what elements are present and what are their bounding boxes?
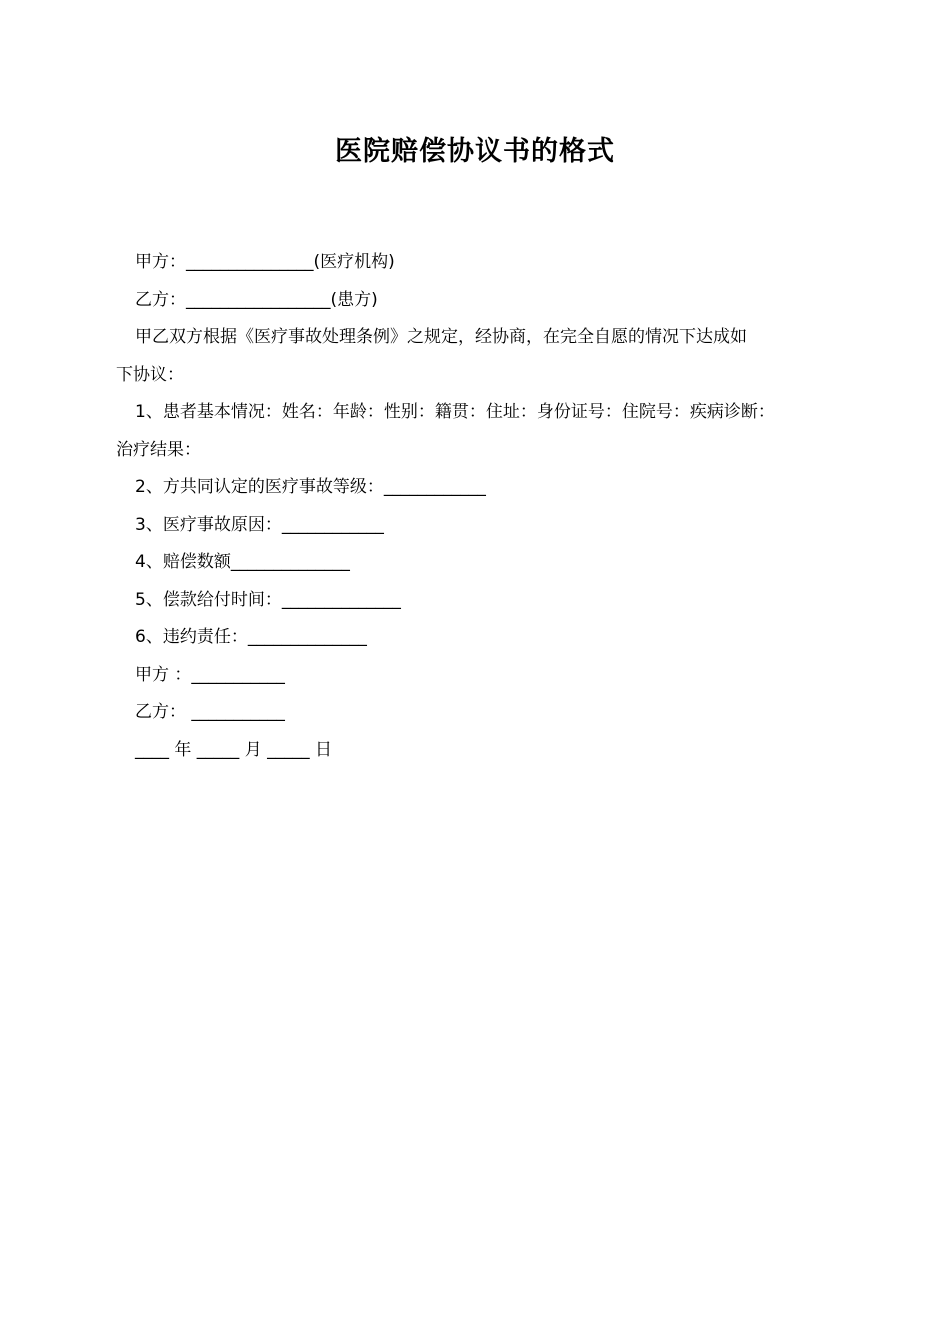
signature-party-a: 甲方 ：___________: [135, 664, 285, 685]
item-1-continuation-line: 治疗结果：: [116, 439, 201, 460]
party-b-line: 乙方：_________________(患方): [135, 289, 378, 310]
item-3-line: 3、医疗事故原因：____________: [135, 514, 384, 535]
item-2-line: 2、方共同认定的医疗事故等级：____________: [135, 477, 486, 497]
item-1-line: 1、患者基本情况：姓名：年龄：性别：籍贯：住址：身份证号：住院号：疾病诊断：: [135, 402, 775, 422]
signature-date: ____ 年 _____ 月 _____ 日: [135, 739, 333, 760]
party-a-line: 甲方：_______________(医疗机构): [135, 252, 395, 272]
item-4-line: 4、赔偿数额______________: [135, 552, 350, 572]
document-body: [116, 244, 846, 769]
preamble-line: 甲乙双方根据《医疗事故处理条例》之规定，经协商，在完全自愿的情况下达成如: [135, 327, 747, 347]
signature-party-b: 乙方： ___________: [135, 702, 285, 722]
item-6-line: 6、违约责任：______________: [135, 627, 367, 647]
page-title: 医院赔偿协议书的格式: [335, 136, 615, 167]
item-5-line: 5、偿款给付时间：______________: [135, 589, 401, 610]
preamble-continuation-line: 下协议：: [116, 364, 184, 385]
